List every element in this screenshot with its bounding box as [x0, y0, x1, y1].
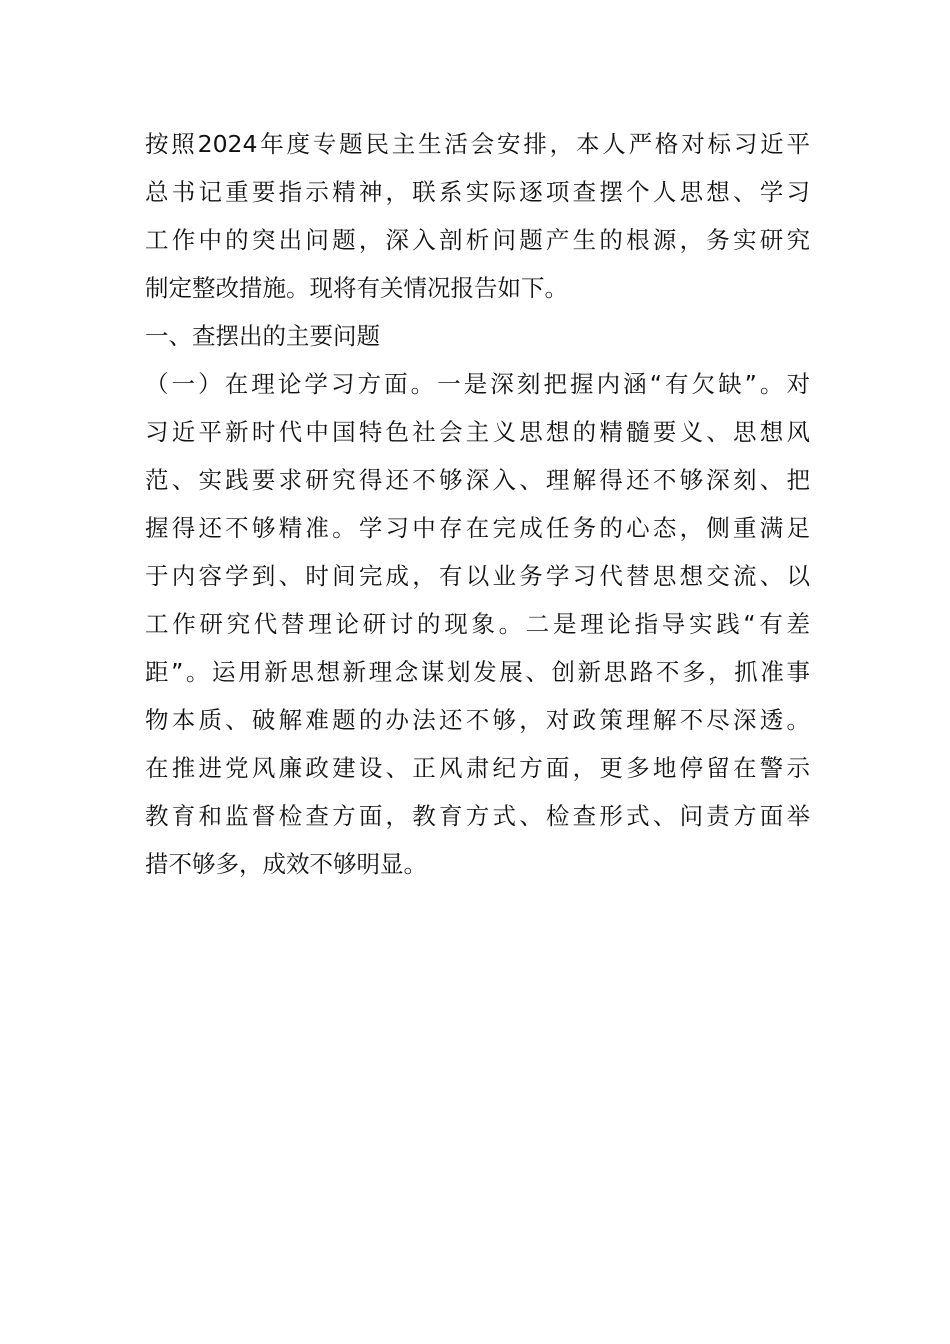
body-line-8: 物本质、破解难题的办法还不够，对政策理解不尽深透。: [145, 706, 810, 734]
intro-line-4: 制定整改措施。现将有关情况报告如下。: [145, 274, 568, 302]
body-line-7: 距”。运用新思想新理念谋划发展、创新思路不多，抓准事: [145, 658, 810, 686]
body-line-5: 于内容学到、时间完成，有以业务学习代替思想交流、以: [145, 562, 810, 590]
section-heading: 一、查摆出的主要问题: [145, 322, 380, 350]
body-line-1: （一）在理论学习方面。一是深刻把握内涵“有欠缺”。对: [145, 370, 810, 398]
intro-line-3: 工作中的突出问题，深入剖析问题产生的根源，务实研究: [145, 226, 810, 254]
body-line-4: 握得还不够精准。学习中存在完成任务的心态，侧重满足: [145, 514, 810, 542]
intro-line-1: 按照2024年度专题民主生活会安排，本人严格对标习近平: [145, 130, 810, 158]
body-line-2: 习近平新时代中国特色社会主义思想的精髓要义、思想风: [145, 418, 810, 446]
document-body: [145, 120, 810, 888]
body-line-11: 措不够多，成效不够明显。: [145, 850, 427, 878]
body-line-6: 工作研究代替理论研讨的现象。二是理论指导实践“有差: [145, 610, 810, 638]
intro-line-2: 总书记重要指示精神，联系实际逐项查摆个人思想、学习: [145, 178, 810, 206]
body-line-3: 范、实践要求研究得还不够深入、理解得还不够深刻、把: [145, 466, 810, 494]
body-line-9: 在推进党风廉政建设、正风肃纪方面，更多地停留在警示: [145, 754, 810, 782]
body-line-10: 教育和监督检查方面，教育方式、检查形式、问责方面举: [145, 802, 810, 830]
